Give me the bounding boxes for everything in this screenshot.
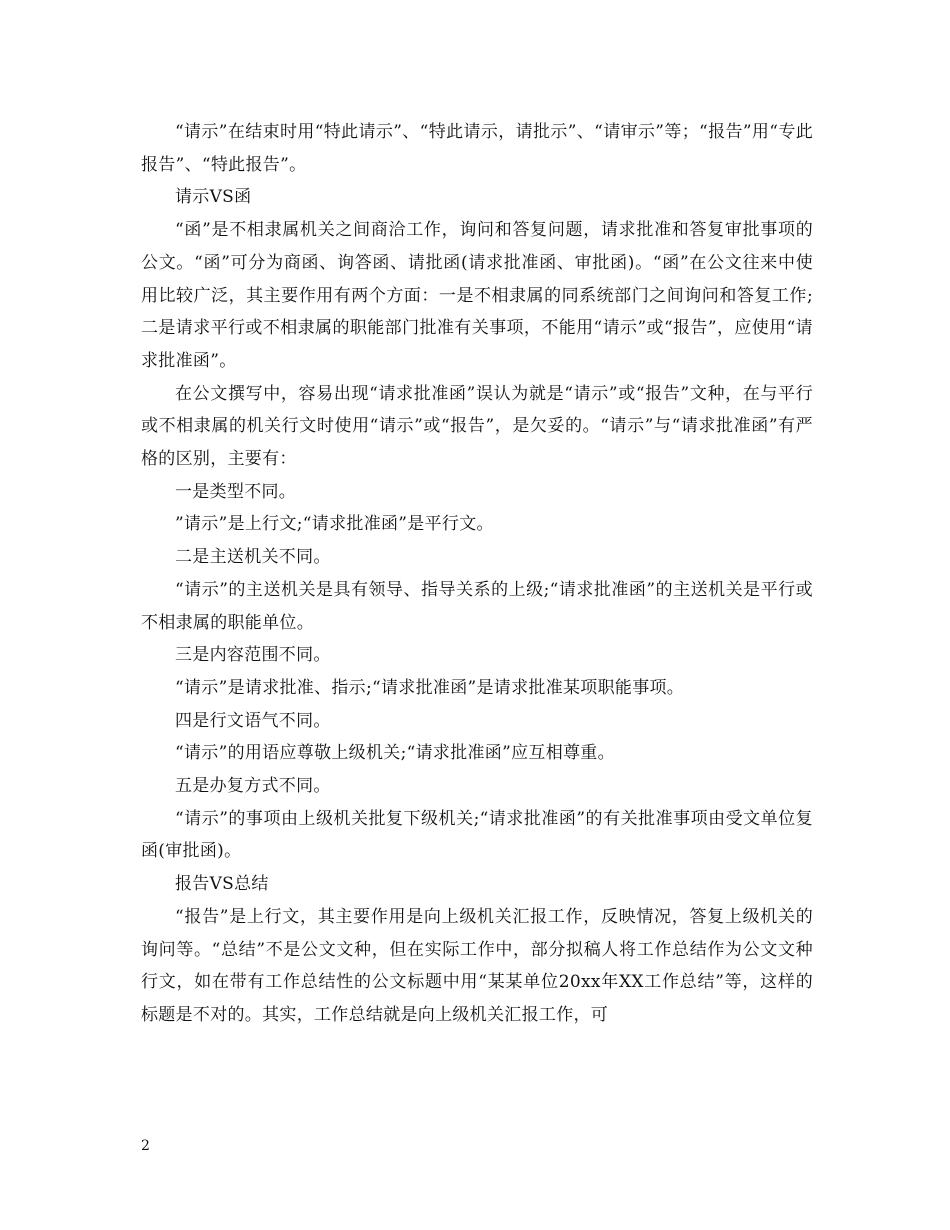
difference-1-title: 一是类型不同。 (175, 481, 297, 502)
paragraph-common-mistake: 在公文撰写中，容易出现“请求批准函”误认为就是“请示”或“报告”文种，在与平行或不相隶属的机关行文时使用“请示”或“报告”，是欠妥的。“请示”与“请求批准函”有严格的区别，主要有： (141, 383, 813, 470)
difference-1-text: ”请示”是上行文;“请求批准函”是平行文。 (175, 514, 494, 535)
difference-3-text: “请示”是请求批准、指示;“请求批准函”是请求批准某项职能事项。 (175, 677, 685, 698)
paragraph-closing-phrases: “请示”在结束时用“特此请示”、“特此请示，请批示”、“请审示”等；“报告”用“专此报告”、“特此报告”。 (141, 122, 813, 175)
paragraph-letter-definition: “函”是不相隶属机关之间商洽工作，询问和答复问题，请求批准和答复审批事项的公文。“函”可分为商函、询答函、请批函(请求批准函、审批函)。“函”在公文往来中使用比较广泛，其主要作用有两个方面：一是不相隶属的同系统部门之间询问和答复工作;二是请求平行或不相隶属的职能部门批准有关事项，不能用“请示”或“报告”，应使用“请求批准函”。 (141, 220, 813, 371)
section-heading-report-vs-summary: 报告VS总结 (175, 874, 269, 895)
difference-4-title: 四是行文语气不同。 (175, 710, 331, 731)
document-body (141, 116, 813, 1032)
section-heading-request-vs-letter: 请示VS函 (175, 187, 252, 208)
difference-5-text: “请示”的事项由上级机关批复下级机关;“请求批准函”的有关批准事项由受文单位复函(审批函)。 (141, 808, 813, 862)
difference-4-text: “请示”的用语应尊敬上级机关;“请求批准函”应互相尊重。 (175, 743, 615, 764)
difference-2-text: “请示”的主送机关是具有领导、指导关系的上级;“请求批准函”的主送机关是平行或不相隶属的职能单位。 (141, 579, 813, 633)
paragraph-report-definition: “报告”是上行文，其主要作用是向上级机关汇报工作，反映情况，答复上级机关的询问等。“总结”不是公文文种，但在实际工作中，部分拟稿人将工作总结作为公文文种行文，如在带有工作总结性的公文标题中用“某某单位20xx年XX工作总结”等，这样的标题是不对的。其实，工作总结就是向上级机关汇报工作，可 (141, 906, 813, 1025)
difference-3-title: 三是内容范围不同。 (175, 645, 331, 666)
difference-2-title: 二是主送机关不同。 (175, 547, 331, 568)
page-number: 2 (141, 1138, 150, 1154)
difference-5-title: 五是办复方式不同。 (175, 776, 331, 797)
